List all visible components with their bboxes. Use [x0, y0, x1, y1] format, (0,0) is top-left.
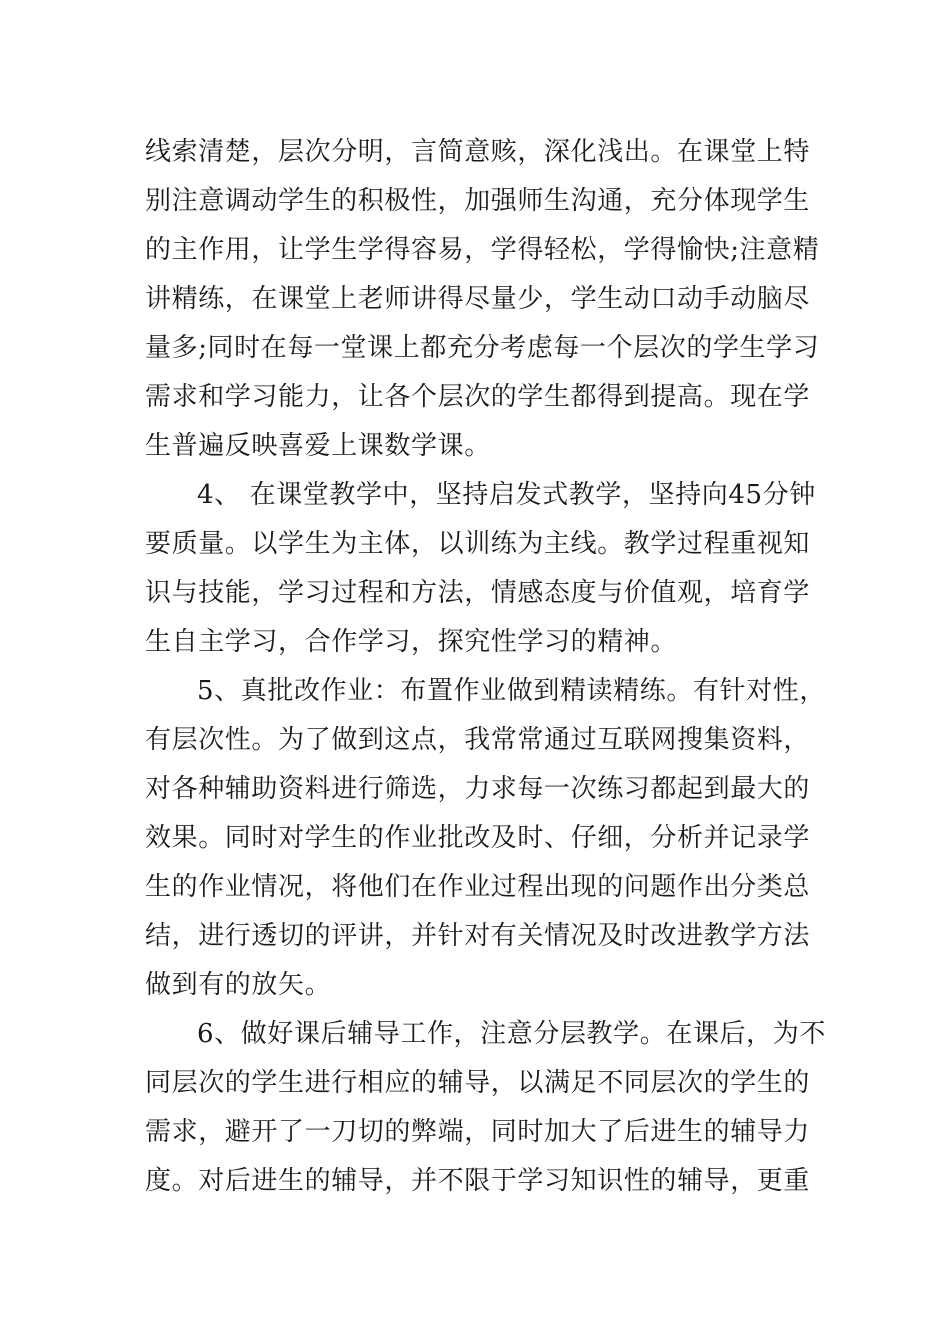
paragraph-item-5	[145, 667, 826, 1010]
text-line: 5、真批改作业：布置作业做到精读精练。有针对性，	[197, 676, 826, 706]
text-line: 识与技能，学习过程和方法，情感态度与价值观，培育学	[145, 578, 811, 608]
text-line: 线索清楚，层次分明，言简意赅，深化浅出。在课堂上特	[145, 137, 811, 167]
text-line: 生的作业情况，将他们在作业过程出现的问题作出分类总	[145, 872, 811, 902]
paragraph-classroom-teaching	[145, 128, 820, 471]
text-line: 讲精练，在课堂上老师讲得尽量少，学生动口动手动脑尽	[145, 284, 811, 314]
text-line: 效果。同时对学生的作业批改及时、仔细，分析并记录学	[145, 823, 811, 853]
text-line: 别注意调动学生的积极性，加强师生沟通，充分体现学生	[145, 186, 811, 216]
text-line: 有层次性。为了做到这点，我常常通过互联网搜集资料，	[145, 725, 811, 755]
text-line: 生普遍反映喜爱上课数学课。	[145, 431, 491, 461]
text-line: 同层次的学生进行相应的辅导，以满足不同层次的学生的	[145, 1068, 811, 1098]
text-line: 需求，避开了一刀切的弊端，同时加大了后进生的辅导力	[145, 1117, 811, 1147]
text-line: 要质量。以学生为主体，以训练为主线。教学过程重视知	[145, 529, 811, 559]
text-line: 结，进行透切的评讲，并针对有关情况及时改进教学方法	[145, 921, 811, 951]
text-line: 需求和学习能力，让各个层次的学生都得到提高。现在学	[145, 382, 811, 412]
text-line: 6、做好课后辅导工作，注意分层教学。在课后，为不	[197, 1019, 826, 1049]
text-line: 做到有的放矢。	[145, 970, 332, 1000]
text-line: 生自主学习，合作学习，探究性学习的精神。	[145, 627, 678, 657]
text-line: 对各种辅助资料进行筛选，力求每一次练习都起到最大的	[145, 774, 811, 804]
text-line: 量多;同时在每一堂课上都充分考虑每一个层次的学生学习	[145, 333, 820, 363]
paragraph-item-6	[145, 1010, 826, 1206]
text-line: 的主作用，让学生学得容易，学得轻松，学得愉快;注意精	[145, 235, 820, 265]
document-page	[145, 128, 826, 1206]
paragraph-item-4	[145, 471, 816, 667]
text-line: 4、 在课堂教学中，坚持启发式教学，坚持向45分钟	[197, 480, 816, 510]
text-line: 度。对后进生的辅导，并不限于学习知识性的辅导，更重	[145, 1166, 811, 1196]
